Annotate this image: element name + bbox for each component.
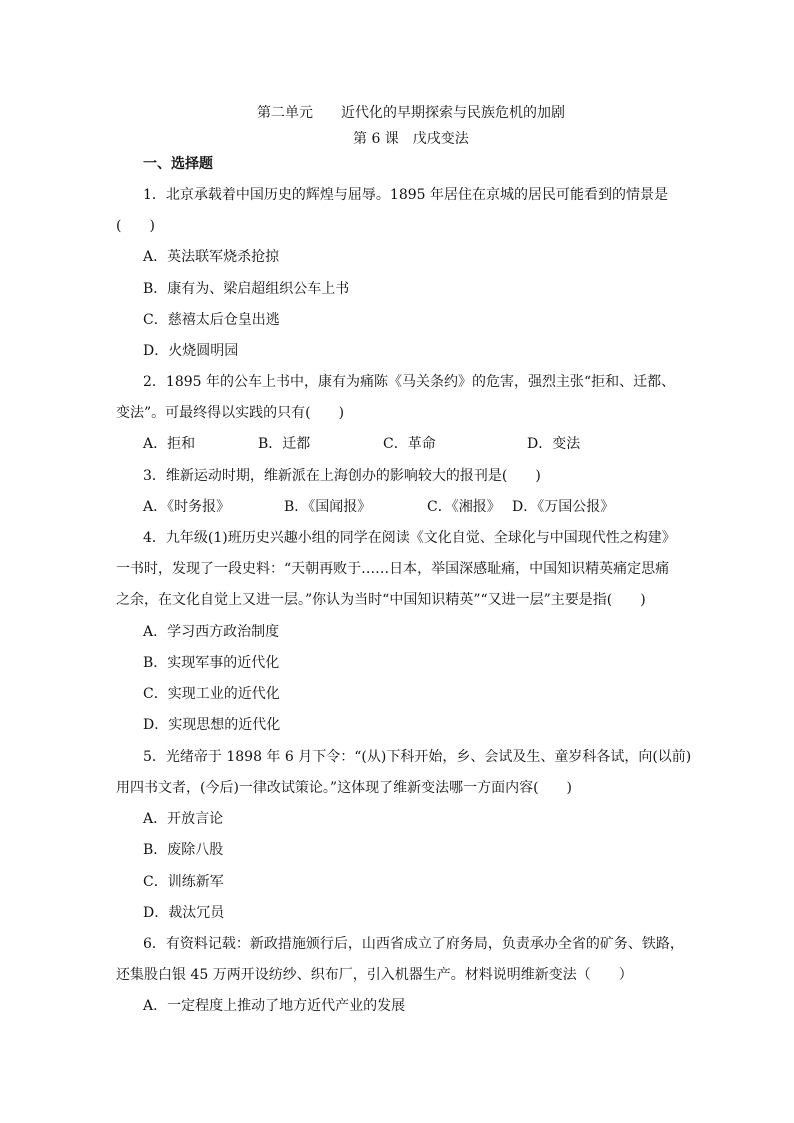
question-3-option-a: A．《时务报》 [143,499,231,515]
question-4-option-c: C．实现工业的近代化 [143,686,280,702]
question-4-option-b: B．实现军事的近代化 [143,655,280,671]
question-1-option-b: B．康有为、梁启超组织公车上书 [143,281,350,297]
question-1-line-2: ( ) [116,218,155,234]
question-3-option-d: D．《万国公报》 [512,499,615,515]
question-2-option-a: A．拒和 [143,436,196,452]
question-4-option-a: A．学习西方政治制度 [143,624,280,640]
question-1-line-1: 1．北京承载着中国历史的辉煌与屈辱。1895 年居住在京城的居民可能看到的情景是 [143,187,668,203]
question-2-option-c: C．革命 [383,436,436,452]
question-6-line-2: 还集股白银 45 万两开设纺纱、织布厂，引入机器生产。材料说明维新变法（ ） [116,967,633,983]
question-6-line-1: 6．有资料记载：新政措施颁行后，山西省成立了府务局，负责承办全省的矿务、铁路， [143,936,684,952]
question-1-option-a: A．英法联军烧杀抢掠 [143,249,280,265]
question-3-option-b: B．《国闻报》 [284,499,372,515]
question-2-option-d: D．变法 [527,436,581,452]
question-3-line-1: 3．维新运动时期，维新派在上海创办的影响较大的报刊是( ) [143,468,541,484]
question-5-option-c: C．训练新军 [143,874,224,890]
question-1-option-d: D．火烧圆明园 [143,343,239,359]
unit-title: 第二单元 近代化的早期探索与民族危机的加剧 [257,105,565,121]
question-2-option-b: B．迁都 [258,436,311,452]
question-5-line-1: 5．光绪帝于 1898 年 6 月下令：“(从)下科开始，乡、会试及生、童岁科各试，向(以前) [143,749,692,765]
question-2-line-2: 变法”。可最终得以实践的只有( ) [116,405,345,421]
question-5-option-d: D．裁汰冗员 [143,905,225,921]
question-6-option-a: A．一定程度上推动了地方近代产业的发展 [143,998,406,1014]
question-3-option-c: C．《湘报》 [427,499,501,515]
question-4-line-1: 4．九年级(1)班历史兴趣小组的同学在阅读《文化自觉、全球化与中国现代性之构建》 [143,530,676,546]
question-5-option-a: A．开放言论 [143,811,224,827]
question-5-option-b: B．废除八股 [143,842,224,858]
question-2-line-1: 2．1895 年的公车上书中，康有为痛陈《马关条约》的危害，强烈主张“拒和、迁都、 [143,374,676,390]
question-4-option-d: D．实现思想的近代化 [143,717,281,733]
section-heading: 一、选择题 [143,156,213,172]
question-1-option-c: C．慈禧太后仓皇出逃 [143,312,280,328]
question-5-line-2: 用四书文者，(今后)一律改试策论。”这体现了维新变法哪一方面内容( ) [116,780,573,796]
lesson-title: 第 6 课 戊戌变法 [353,131,469,147]
question-4-line-3: 之余，在文化自觉上又进一层。”你认为当时“中国知识精英”“又进一层”主要是指( ) [116,592,646,608]
question-4-line-2: 一书时，发现了一段史料：“天朝再败于……日本，举国深感耻痛，中国知识精英痛定思痛 [116,561,670,577]
